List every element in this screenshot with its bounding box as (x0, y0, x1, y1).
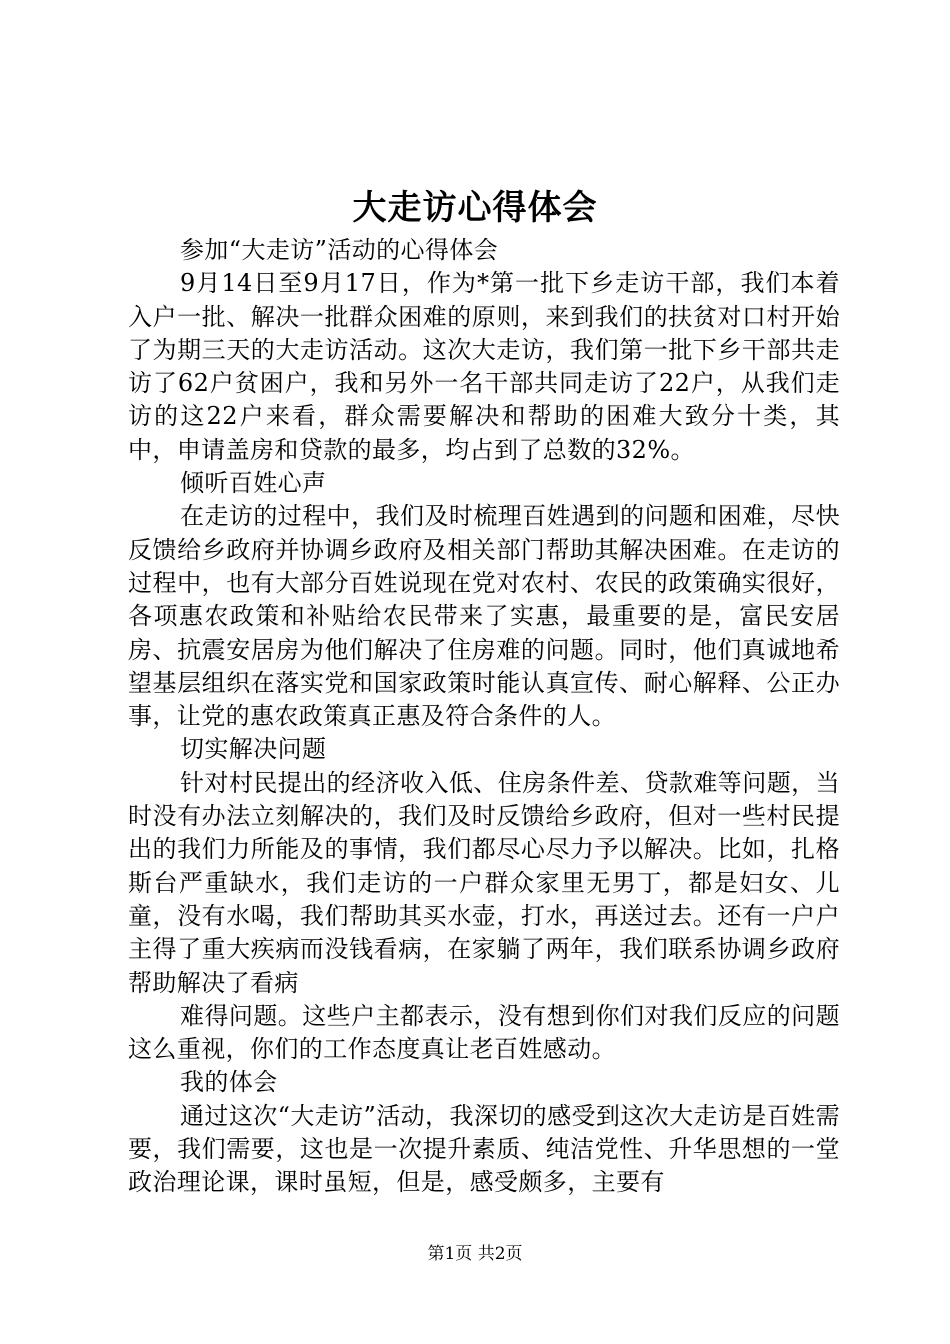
listen-paragraph: 在走访的过程中，我们及时梳理百姓遇到的问题和困难，尽快反馈给乡政府并协调乡政府及相关部门帮助其解决困难。在走访的过程中，也有大部分百姓说现在党对农村、农民的政策确实很好，各项惠农政策和补贴给农民带来了实惠，最重要的是，富民安居房、抗震安居房为他们解决了住房难的问题。同时，他们真诚地希望基层组织在落实党和国家政策时能认真宣传、耐心解释、公正办事，让党的惠农政策真正惠及符合条件的人。 (128, 502, 840, 731)
solve-continuation-paragraph: 难得问题。这些户主都表示，没有想到你们对我们反应的问题这么重视，你们的工作态度真让老百姓感动。 (128, 1001, 840, 1064)
document-body (128, 234, 840, 1200)
experience-paragraph: 通过这次“大走访”活动，我深切的感受到这次大走访是百姓需要，我们需要，这也是一次提升素质、纯洁党性、升华思想的一堂政治理论课，课时虽短，但是，感受颇多，主要有 (128, 1101, 840, 1197)
solve-paragraph: 针对村民提出的经济收入低、住房条件差、贷款难等问题，当时没有办法立刻解决的，我们及时反馈给乡政府，但对一些村民提出的我们力所能及的事情，我们都尽心尽力予以解决。比如，扎格斯台严重缺水，我们走访的一户群众家里无男丁，都是妇女、儿童，没有水喝，我们帮助其买水壶，打水，再送过去。还有一户户主得了重大疾病而没钱看病，在家躺了两年，我们联系协调乡政府帮助解决了看病 (128, 768, 840, 997)
section-heading-solve: 切实解决问题 (180, 735, 327, 764)
page-number-footer: 第1页 共2页 (427, 1244, 523, 1264)
subtitle-paragraph: 参加“大走访”活动的心得体会 (180, 236, 499, 264)
section-heading-listen: 倾听百姓心声 (180, 469, 327, 498)
intro-paragraph: 9月14日至9月17日，作为*第一批下乡走访干部，我们本着入户一批、解决一批群众困难的原则，来到我们的扶贫对口村开始了为期三天的大走访活动。这次大走访，我们第一批下乡干部共走访了62户贫困户，我和另外一名干部共同走访了22户，从我们走访的这22户来看，群众需要解决和帮助的困难大致分十类，其中，申请盖房和贷款的最多，均占到了总数的32%。 (128, 269, 840, 464)
document-title: 大走访心得体会 (352, 188, 598, 228)
section-heading-experience: 我的体会 (180, 1068, 278, 1097)
